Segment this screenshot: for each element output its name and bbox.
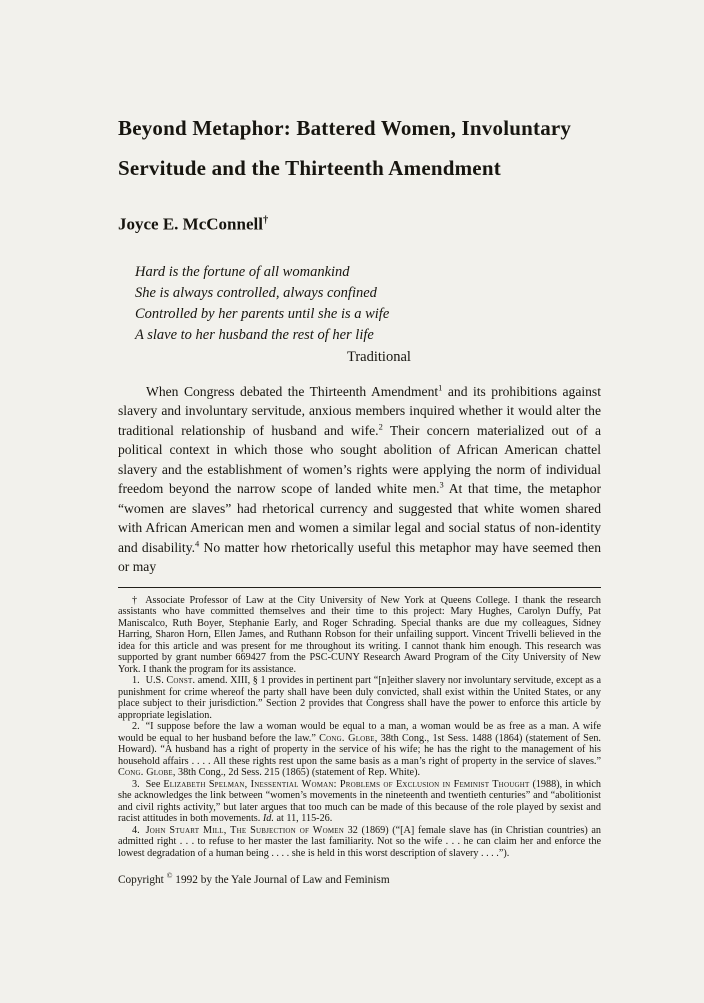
author-footnote-mark: † [262, 215, 269, 226]
footnote-marker: † [132, 594, 140, 606]
footnote-dagger [118, 595, 601, 676]
epigraph-line: She is always controlled, always confined [135, 284, 377, 301]
footnote-text: U.S. Const. amend. XIII, § 1 provides in pertinent part “[n]either slavery nor involuntary servitude, except as a punishment for crime whereof the party shall have been duly convicted, shall exist within the United States, or any place subject to their jurisdiction.” Section 2 provides that Congress shall have the power to enforce this article by appropriate legislation. [118, 675, 601, 721]
body-paragraph: When Congress debated the Thirteenth Amendment$^1$ and its prohibitions against slavery and involuntary servitude, anxious members inquired whether it would alter the traditional relationship of husband and wife.$^2$ Their concern materialized out of a political context in which those who sought abolition of African American chattel slavery and the establishment of women’s rights were applying the norm of individual freedom beyond the narrow scope of landed white men.$^3$ At that time, the metaphor “women are slaves” had rhetorical currency and suggested that white women shared with African American men and women a similar legal and social status of non-identity and disability.$^4$ No matter how rhetorically useful this metaphor may have seemed then or may [118, 382, 601, 575]
footnote-1 [118, 675, 601, 721]
copyright-notice: Copyright © 1992 by the Yale Journal of Law and Feminism [118, 871, 390, 887]
footnote-4 [118, 825, 601, 860]
footnote-text: “I suppose before the law a woman would be equal to a man, a woman would be as free as a man. A wife would be equal to her husband before the law.” Cong. Globe, 38th Cong., 1st Sess. 1488 (1864) (statement of Sen. Howard). “A husband has a right of property in the service of his wife; he has the right to the management of his household affairs . . . . All these rights rest upon the same basis as a man’s right of property in the service of slaves.” Cong. Globe, 38th Cong., 2d Sess. 215 (1865) (statement of Rep. White). [118, 721, 601, 779]
epigraph-line: A slave to her husband the rest of her life [135, 326, 374, 343]
title-line-1: Beyond Metaphor: Battered Women, Involuntary [118, 116, 572, 140]
article-title [118, 108, 601, 188]
footnote-marker: 4. [132, 824, 140, 836]
author-byline [118, 210, 601, 236]
author-name: Joyce E. McConnell [118, 214, 263, 234]
footnote-2 [118, 721, 601, 779]
footnote-3 [118, 779, 601, 825]
epigraph [135, 262, 601, 368]
title-line-2: Servitude and the Thirteenth Amendment [118, 156, 501, 180]
footnote-text: See Elizabeth Spelman, Inessential Woman: Problems of Exclusion in Feminist Thought (1988), in which she acknowledges the link between “women’s movements in the nineteenth and twentieth centuries” and “abolitionist and civil rights activity,” but later argues that too much can be made of this because of the role played by sexist and racist attitudes in both movements. Id. at 11, 115-26. [118, 778, 601, 825]
footnote-separator [118, 587, 601, 588]
epigraph-attribution: Traditional [347, 348, 411, 365]
epigraph-line: Hard is the fortune of all womankind [135, 263, 350, 280]
epigraph-line: Controlled by her parents until she is a wife [135, 305, 390, 322]
footnote-text: Associate Professor of Law at the City University of New York at Queens College. I thank the research assistants who have committed themselves and their time to this project: Mary Hughes, Carolyn Duffy, Pat Maniscalco, Ruth Boyer, Stephanie Early, and Roger Schrading. Special thanks are due my colleagues, Sidney Harring, Sharon Horn, Ellen James, and Ruthann Robson for their unfailing support. Vincent Trivelli believed in the idea for this article and was present for me throughout its writing. I cannot thank him enough. This research was supported by grant number 669427 from the PSC-CUNY Research Award Program of the City University of New York. I thank the program for its assistance. [118, 594, 601, 675]
footnote-marker: 1. [132, 675, 140, 687]
footnotes-section [118, 595, 601, 860]
footnote-text: John Stuart Mill, The Subjection of Women 32 (1869) (“[A] female slave has (in Christian countries) an admitted right . . . to refuse to her master the last familiarity. Not so the wife . . . he can claim her and enforce the lowest degradation of a human being . . . . she is held in this worst description of slavery . . . .”). [118, 824, 602, 859]
footnote-marker: 2. [132, 721, 140, 733]
footnote-marker: 3. [132, 778, 140, 790]
